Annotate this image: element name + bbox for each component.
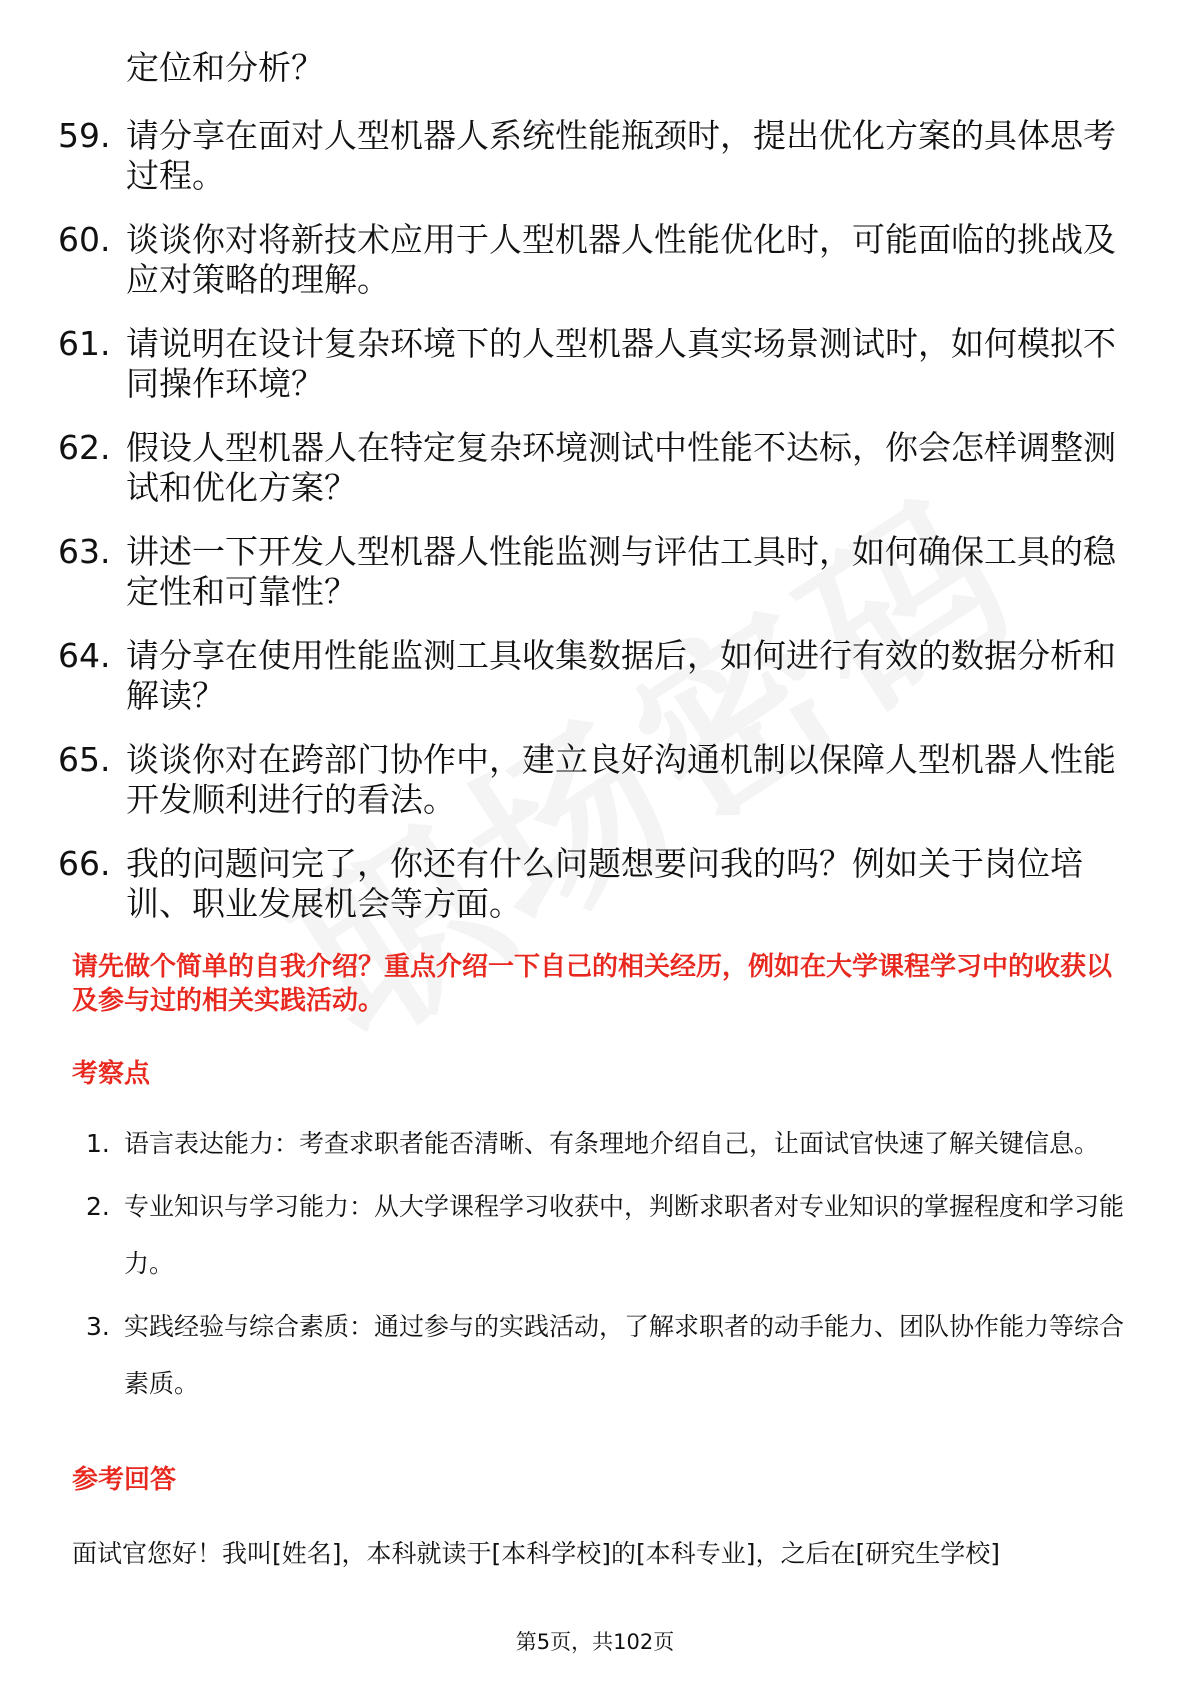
question-item xyxy=(58,844,1118,924)
question-number: 60. xyxy=(58,220,111,259)
question-item xyxy=(58,428,1118,508)
answer-text: 面试官您好！我叫[姓名]，本科就读于[本科学校]的[本科专业]，之后在[研究生学校] xyxy=(72,1539,1001,1568)
question-list xyxy=(58,116,1118,948)
question-text: 谈谈你对将新技术应用于人型机器人性能优化时，可能面临的挑战及应对策略的理解。 xyxy=(126,220,1116,299)
question-text: 讲述一下开发人型机器人性能监测与评估工具时，如何确保工具的稳定性和可靠性？ xyxy=(126,532,1116,611)
point-item xyxy=(86,1115,1126,1172)
point-text: 语言表达能力：考查求职者能否清晰、有条理地介绍自己，让面试官快速了解关键信息。 xyxy=(124,1129,1100,1158)
question-item xyxy=(58,532,1118,612)
point-number: 2. xyxy=(86,1192,110,1221)
point-text: 专业知识与学习能力：从大学课程学习收获中，判断求职者对专业知识的掌握程度和学习能力。 xyxy=(124,1192,1125,1278)
question-text: 假设人型机器人在特定复杂环境测试中性能不达标，你会怎样调整测试和优化方案？ xyxy=(126,428,1116,507)
question-item xyxy=(58,740,1118,820)
question-item xyxy=(58,220,1118,300)
question-text: 请分享在使用性能监测工具收集数据后，如何进行有效的数据分析和解读？ xyxy=(126,636,1116,715)
point-number: 1. xyxy=(86,1129,110,1158)
question-number: 66. xyxy=(58,844,111,883)
point-item xyxy=(86,1298,1126,1412)
page-footer: 第5页，共102页 xyxy=(515,1630,675,1654)
question-number: 59. xyxy=(58,116,111,155)
continued-question-text: 定位和分析？ xyxy=(126,48,324,87)
question-item xyxy=(58,324,1118,404)
question-number: 62. xyxy=(58,428,111,467)
question-item xyxy=(58,116,1118,196)
kaocha-title: 考察点 xyxy=(72,1059,151,1089)
question-number: 65. xyxy=(58,740,111,779)
answer-title: 参考回答 xyxy=(72,1465,177,1495)
question-text: 谈谈你对在跨部门协作中，建立良好沟通机制以保障人型机器人性能开发顺利进行的看法。 xyxy=(126,740,1116,819)
question-text: 请分享在面对人型机器人系统性能瓶颈时，提出优化方案的具体思考过程。 xyxy=(126,116,1116,195)
question-text: 我的问题问完了，你还有什么问题想要问我的吗？例如关于岗位培训、职业发展机会等方面。 xyxy=(126,844,1083,923)
point-list xyxy=(86,1115,1126,1418)
highlight-question: 请先做个简单的自我介绍？重点介绍一下自己的相关经历，例如在大学课程学习中的收获以及参与过的相关实践活动。 xyxy=(72,952,1113,1016)
question-number: 61. xyxy=(58,324,111,363)
point-item xyxy=(86,1178,1126,1292)
point-number: 3. xyxy=(86,1312,110,1341)
question-item xyxy=(58,636,1118,716)
question-number: 64. xyxy=(58,636,111,675)
point-text: 实践经验与综合素质：通过参与的实践活动，了解求职者的动手能力、团队协作能力等综合素质。 xyxy=(124,1312,1125,1398)
question-number: 63. xyxy=(58,532,111,571)
question-text: 请说明在设计复杂环境下的人型机器人真实场景测试时，如何模拟不同操作环境？ xyxy=(126,324,1116,403)
